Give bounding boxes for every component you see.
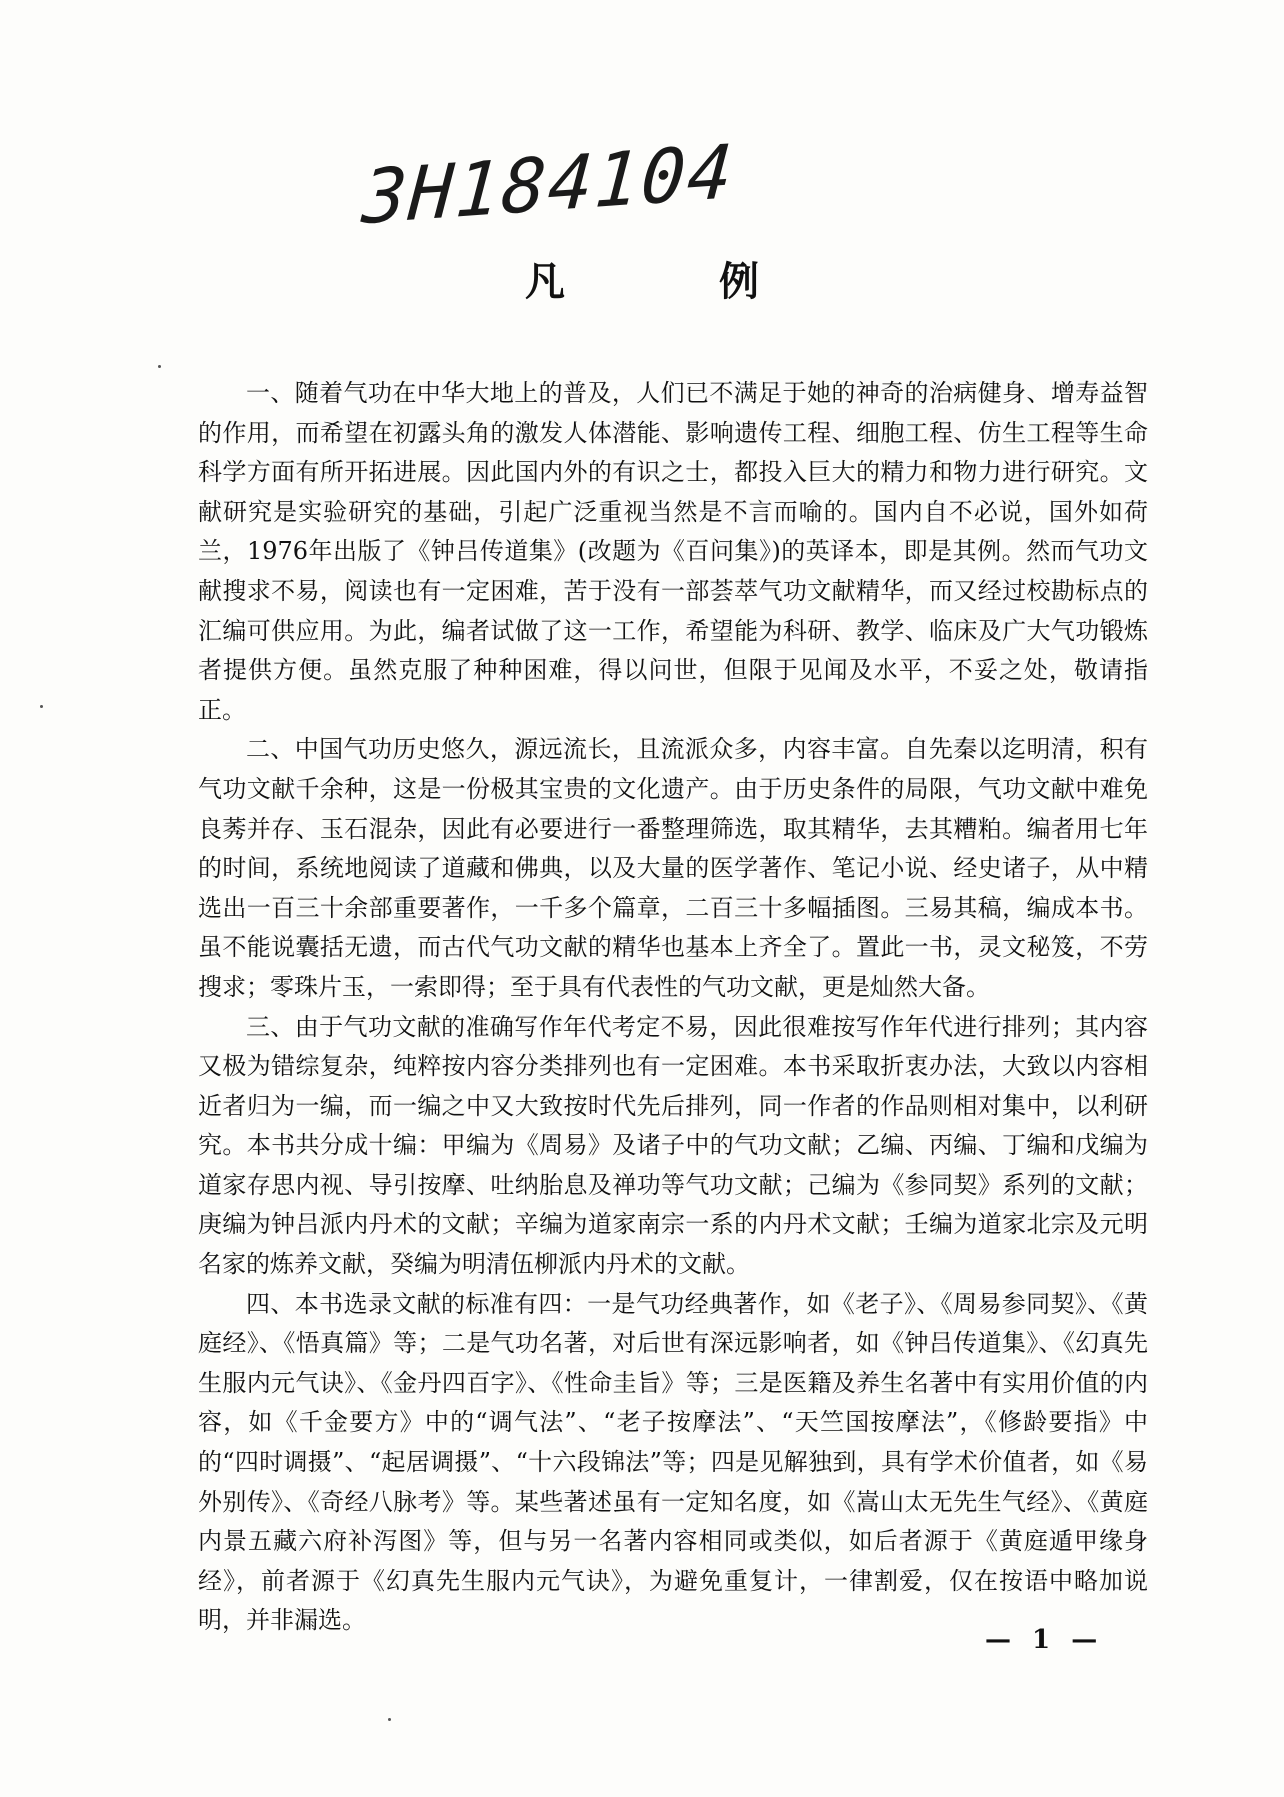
paragraph-2: 二、中国气功历史悠久，源远流长，且流派众多，内容丰富。自先秦以迄明清，积有气功文献千余种，这是一份极其宝贵的文化遗产。由于历史条件的局限，气功文献中难免良莠并存、玉石混杂，因此有必要进行一番整理筛选，取其精华，去其糟粕。编者用七年的时间，系统地阅读了道藏和佛典，以及大量的医学著作、笔记小说、经史诸子，从中精选出一百三十余部重要著作，一千多个篇章，二百三十多幅插图。三易其稿，编成本书。虽不能说囊括无遗，而古代气功文献的精华也基本上齐全了。置此一书，灵文秘笈，不劳搜求；零珠片玉，一索即得；至于具有代表性的气功文献，更是灿然大备。 xyxy=(198,735,1148,1001)
paragraph-4: 四、本书选录文献的标准有四：一是气功经典著作，如《老子》、《周易参同契》、《黄庭经》、《悟真篇》等；二是气功名著，对后世有深远影响者，如《钟吕传道集》、《幻真先生服内元气诀》、《金丹四百字》、《性命圭旨》等；三是医籍及养生名著中有实用价值的内容，如《千金要方》中的“调气法”、“老子按摩法”、“天竺国按摩法”，《修龄要指》中的“四时调摄”、“起居调摄”、“十六段锦法”等；四是见解独到，具有学术价值者，如《易外别传》、《奇经八脉考》等。某些著述虽有一定知名度，如《嵩山太无先生气经》、《黄庭内景五藏六府补泻图》等，但与另一名著内容相同或类似，如后者源于《黄庭遁甲缘身经》，前者源于《幻真先生服内元气诀》，为避免重复计，一律割爱，仅在按语中略加说明，并非漏选。 xyxy=(198,1289,1148,1635)
page-title: 凡 例 xyxy=(525,259,829,305)
handwritten-catalog-number: 3H184104 xyxy=(359,128,737,242)
scan-speck xyxy=(158,365,161,368)
paragraph-3: 三、由于气功文献的准确写作年代考定不易，因此很难按写作年代进行排列；其内容又极为错综复杂，纯粹按内容分类排列也有一定困难。本书采取折衷办法，大致以内容相近者归为一编，而一编之中又大致按时代先后排列，同一作者的作品则相对集中，以利研究。本书共分成十编：甲编为《周易》及诸子中的气功文献；乙编、丙编、丁编和戊编为道家存思内视、导引按摩、吐纳胎息及禅功等气功文献；己编为《参同契》系列的文献；庚编为钟吕派内丹术的文献；辛编为道家南宗一系的内丹术文献；壬编为道家北宗及元明名家的炼养文献，癸编为明清伍柳派内丹术的文献。 xyxy=(198,1012,1148,1279)
scan-speck xyxy=(40,705,43,708)
paragraph-1: 一、随着气功在中华大地上的普及，人们已不满足于她的神奇的治病健身、增寿益智的作用，而希望在初露头角的激发人体潜能、影响遗传工程、细胞工程、仿生工程等生命科学方面有所开拓进展。因此国内外的有识之士，都投入巨大的精力和物力进行研究。文献研究是实验研究的基础，引起广泛重视当然是不言而喻的。国内自不必说，国外如荷兰，1976年出版了《钟吕传道集》(改题为《百问集》)的英译本，即是其例。然而气功文献搜求不易，阅读也有一定困难，苦于没有一部荟萃气功文献精华，而又经过校勘标点的汇编可供应用。为此，编者试做了这一工作，希望能为科研、教学、临床及广大气功锻炼者提供方便。虽然克服了种种困难，得以问世，但限于见闻及水平，不妥之处，敬请指正。 xyxy=(198,379,1148,724)
scan-speck xyxy=(388,1718,391,1721)
page-number: — 1 — xyxy=(985,1625,1104,1655)
body-text xyxy=(198,374,1148,1641)
